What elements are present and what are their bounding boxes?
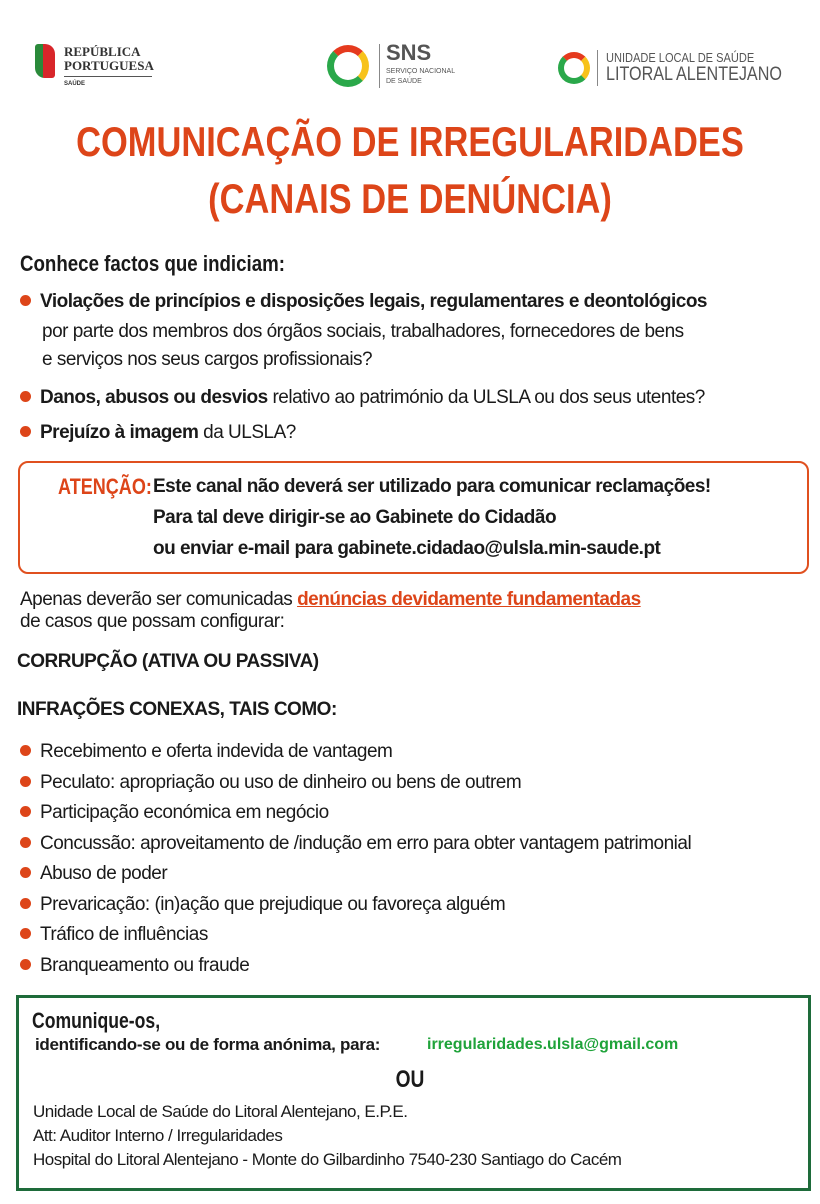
bullet-icon <box>20 837 31 848</box>
attention-line: Para tal deve dirigir-se ao Gabinete do Cidadão <box>153 507 557 528</box>
list-item: Violações de princípios e disposições legais, regulamentares e deontológicos <box>20 291 707 313</box>
attention-email-line: ou enviar e-mail para gabinete.cidadao@ulsla.min-saude.pt <box>153 538 661 559</box>
infraction-item: Tráfico de influências <box>20 924 208 946</box>
infraction-item: Recebimento e oferta indevida de vantagem <box>20 741 392 763</box>
infraction-item: Participação económica em negócio <box>20 802 329 824</box>
bullet-icon <box>20 867 31 878</box>
address-line: Unidade Local de Saúde do Litoral Alentejano, E.P.E. <box>33 1102 408 1121</box>
bullet-icon <box>20 776 31 787</box>
bullet-icon <box>20 426 31 437</box>
corruption-heading: CORRUPÇÃO (ATIVA OU PASSIVA) <box>17 651 319 672</box>
logo-text: DE SAÚDE <box>386 78 422 85</box>
infraction-item: Abuso de poder <box>20 863 167 885</box>
flag-icon <box>35 44 55 78</box>
intro-heading: Conhece factos que indiciam: <box>20 251 285 276</box>
bullet-icon <box>20 391 31 402</box>
logo-text: LITORAL ALENTEJANO <box>606 64 782 85</box>
notice-text: de casos que possam configurar: <box>20 611 285 632</box>
contact-line: identificando-se ou de forma anónima, para: <box>35 1035 381 1054</box>
bullet-icon <box>20 295 31 306</box>
logo-text: PORTUGUESA <box>64 58 154 73</box>
bullet-icon <box>20 898 31 909</box>
contact-heading: Comunique-os, <box>32 1008 161 1033</box>
attention-label: ATENÇÃO: <box>58 474 152 499</box>
logo-text: SNS <box>386 40 432 65</box>
infraction-item: Prevaricação: (in)ação que prejudique ou favoreça alguém <box>20 894 505 916</box>
notice-highlight: denúncias devidamente fundamentadas <box>297 589 641 610</box>
ulsla-ring-icon <box>558 52 590 84</box>
bullet-icon <box>20 745 31 756</box>
list-item-continuation: por parte dos membros dos órgãos sociais, trabalhadores, fornecedores de bens <box>42 321 684 342</box>
infraction-item: Concussão: aproveitamento de /indução em erro para obter vantagem patrimonial <box>20 833 691 855</box>
address-line: Att: Auditor Interno / Irregularidades <box>33 1126 283 1145</box>
contact-email-link[interactable]: irregularidades.ulsla@gmail.com <box>427 1036 679 1053</box>
logo-text: SAÚDE <box>64 81 86 87</box>
list-item: Prejuízo à imagem da ULSLA? <box>20 422 296 444</box>
attention-line: Este canal não deverá ser utilizado para comunicar reclamações! <box>153 476 711 497</box>
notice-text: Apenas deverão ser comunicadas denúncias devidamente fundamentadas <box>20 589 641 610</box>
list-item-continuation: e serviços nos seus cargos profissionais? <box>42 349 373 370</box>
infractions-heading: INFRAÇÕES CONEXAS, TAIS COMO: <box>17 699 337 720</box>
page-title: COMUNICAÇÃO DE IRREGULARIDADES <box>76 118 744 165</box>
infraction-item: Branqueamento ou fraude <box>20 955 249 977</box>
bullet-icon <box>20 806 31 817</box>
infraction-item: Peculato: apropriação ou uso de dinheiro ou bens de outrem <box>20 772 521 794</box>
bullet-icon <box>20 928 31 939</box>
page-subtitle: (CANAIS DE DENÚNCIA) <box>208 175 612 222</box>
logo-text: UNIDADE LOCAL DE SAÚDE <box>606 50 755 65</box>
list-item: Danos, abusos ou desvios relativo ao património da ULSLA ou dos seus utentes? <box>20 387 705 409</box>
address-line: Hospital do Litoral Alentejano - Monte do Gilbardinho 7540-230 Santiago do Cacém <box>33 1150 622 1169</box>
bullet-icon <box>20 959 31 970</box>
or-separator: OU <box>395 1066 425 1093</box>
logo-text: REPÚBLICA <box>64 44 141 59</box>
logo-text: SERVIÇO NACIONAL <box>386 68 456 75</box>
sns-ring-icon <box>327 45 369 87</box>
